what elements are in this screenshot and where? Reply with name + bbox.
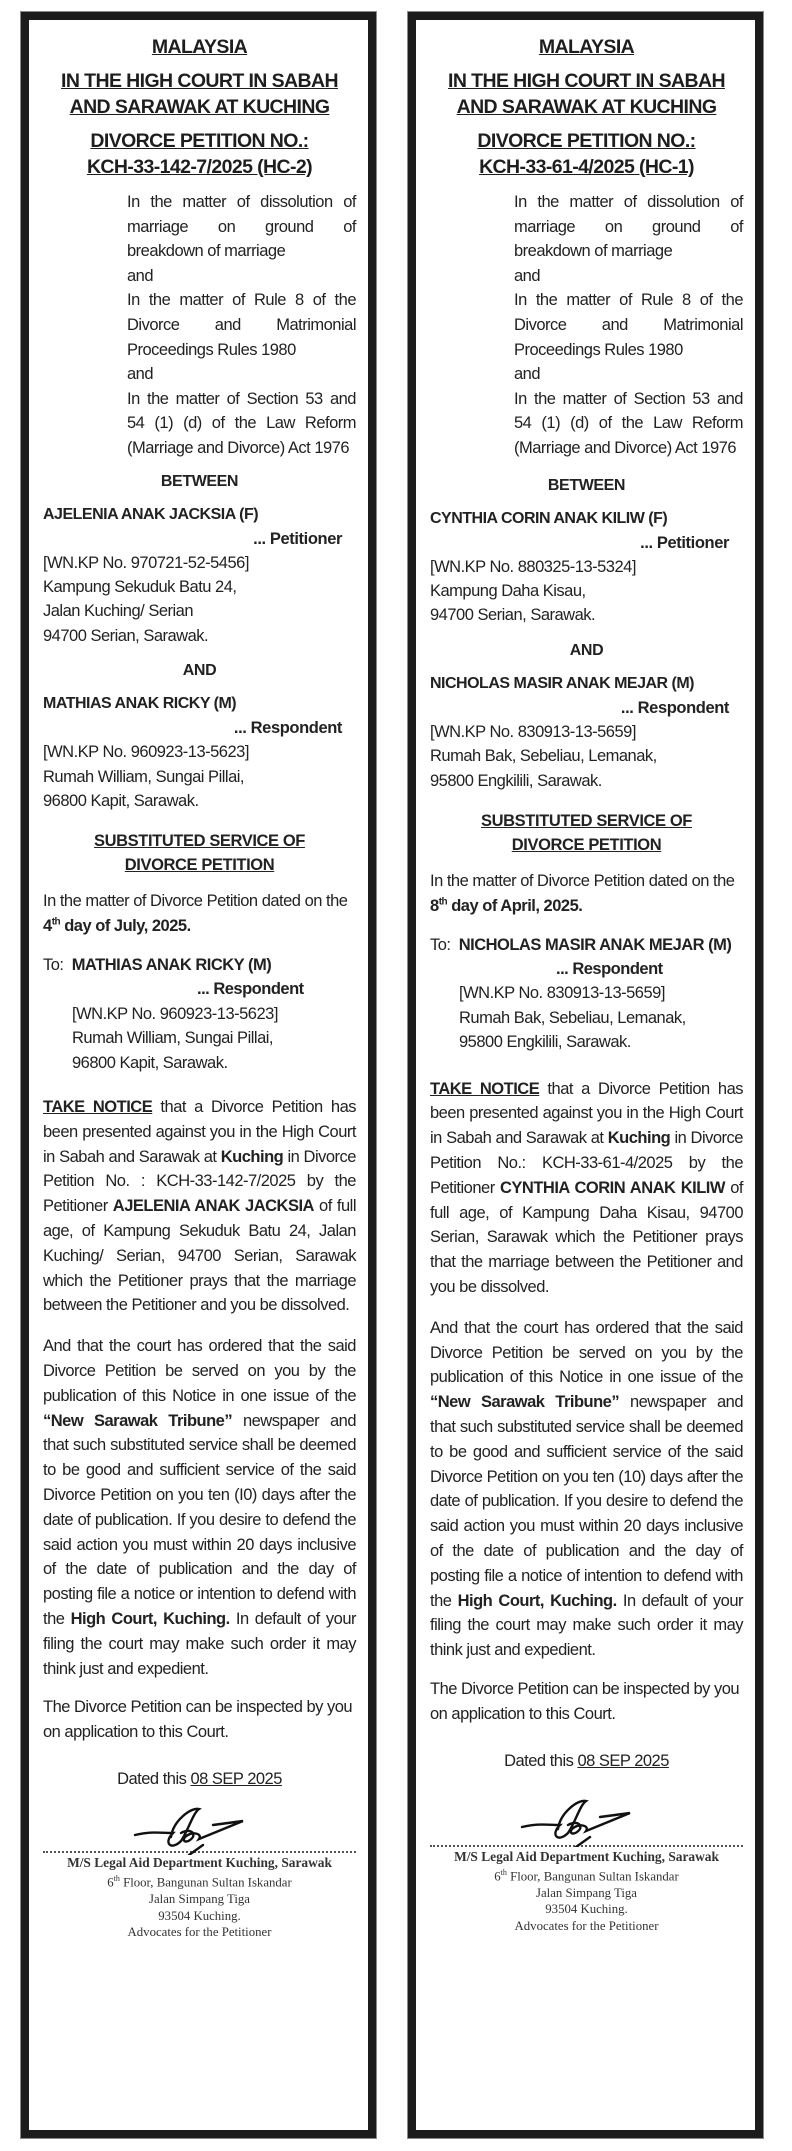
petitioner-name-inline: CYNTHIA CORIN ANAK KILIW [499,1178,725,1197]
firm-floor [430,1865,743,1885]
notice-left [21,12,376,2138]
petitioner-ic: [WN.KP No. 880325-13-5324] [430,557,636,576]
respondent-ic: [WN.KP No. 960923-13-5623] [43,743,249,762]
matter-item: In the matter of Rule 8 of the Divorce and Matrimonial Proceedings Rules 1980 [127,291,356,359]
petitioner-address [43,551,356,649]
text: In default of your filing the court may make such order it may think just and expedient. [43,1609,356,1678]
between-label: BETWEEN [160,472,239,490]
respondent-address [43,740,356,813]
matter-item: In the matter of Section 53 and 54 (1) (d) of the Law Reform (Marriage and Divorce) Act 1976 [127,389,356,457]
substituted-title-line1: SUBSTITUTED SERVICE OF [94,832,305,851]
newspaper-name: “New Sarawak Tribune” [430,1393,620,1412]
text: In the matter of Divorce Petition dated on the [43,892,348,911]
petition-number: KCH-33-142-7/2025 (HC-2) [86,156,313,178]
to-ic: [WN.KP No. 830913-13-5659] [459,984,665,1003]
firm-block [43,1855,356,1941]
matter-item: In the matter of dissolution of marriage on ground of breakdown of marriage [127,193,356,261]
bold-text: Kuching [607,1129,671,1148]
petition-day: 8 [430,896,439,915]
to-name: NICHOLAS MASIR ANAK MEJAR (M) [458,935,732,954]
respondent-name: NICHOLAS MASIR ANAK MEJAR (M) [430,674,695,692]
text: And that the court has ordered that the said Divorce Petition be served on you by the publication of this Notice in one issue of the [43,1337,356,1405]
signature-icon [133,1803,253,1855]
to-ic: [WN.KP No. 960923-13-5623] [72,1004,278,1023]
court-order-paragraph [43,1334,356,1681]
ordinal-suffix: th [438,896,448,908]
petitioner-ic: [WN.KP No. 970721-52-5456] [43,553,249,572]
text: in Divorce Petition No.: KCH-33-61-4/2025 by the Petitioner [430,1129,743,1197]
inspect-paragraph: The Divorce Petition can be inspected by you on application to this Court. [43,1698,353,1742]
to-name: MATHIAS ANAK RICKY (M) [71,955,272,974]
firm-role: Advocates for the Petitioner [514,1918,659,1933]
to-label: To: [43,955,64,974]
respondent-ic: [WN.KP No. 830913-13-5659] [430,722,636,741]
address-line: Kampung Daha Kisau, [430,581,586,600]
petition-date-paragraph [43,889,356,939]
inspect-paragraph: The Divorce Petition can be inspected by you on application to this Court. [430,1679,740,1723]
respondent-name: MATHIAS ANAK RICKY (M) [43,695,237,713]
address-line: 96800 Kapit, Sarawak. [43,791,199,810]
notice-right [408,12,763,2138]
text: And that the court has ordered that the said Divorce Petition be served on you by the publication of this Notice in one issue of the [430,1318,743,1387]
matter-conjunction: and [127,365,154,384]
petitioner-role: ... Petitioner [640,533,729,552]
respondent-address [430,720,743,793]
floor-number: 6 [107,1875,114,1890]
text: newspaper and that such substituted service shall be deemed to be good and sufficient service of the said Divorce Petition on you ten (10) days after the date of publication. If you desire to defend the said action you must within 20 days inclusive of the date of publication and the day of posting file a notice of intention to defend with the [430,1393,744,1610]
text: newspaper and that such substituted service shall be deemed to be good and sufficient service of the said Divorce Petition on you ten (I0) days after the date of publication. If you desire to defend the said action you must within 20 days inclusive of the date of publication and the day of posting file a notice or intention to defend with the [43,1411,357,1628]
firm-block [430,1849,743,1935]
firm-name: M/S Legal Aid Department Kuching, Sarawak [67,1854,332,1870]
to-address [430,981,743,1054]
address-line: 95800 Engkilili, Sarawak. [430,771,602,790]
country-heading: MALAYSIA [538,36,635,58]
firm-name: M/S Legal Aid Department Kuching, Sarawak [454,1848,719,1864]
address-line: 95800 Engkilili, Sarawak. [459,1033,631,1052]
ordinal-suffix: th [51,916,61,928]
respondent-role: ... Respondent [620,698,729,717]
dated-label: Dated this [504,1751,578,1770]
substituted-service-title [43,829,356,877]
signature-area [430,1787,743,1845]
petition-label: DIVORCE PETITION NO.: [90,130,309,152]
address-line: 96800 Kapit, Sarawak. [72,1053,228,1072]
ordinal-suffix: th [500,1868,507,1878]
to-block [430,933,743,1055]
substituted-title-line1: SUBSTITUTED SERVICE OF [481,811,692,830]
matters-block [514,190,743,461]
petition-number: KCH-33-61-4/2025 (HC-1) [479,156,694,178]
address-line: Kampung Sekuduk Batu 24, [43,577,237,596]
signature-icon [520,1795,640,1847]
matter-conjunction: and [127,266,154,285]
matter-item: In the matter of Rule 8 of the Divorce and Matrimonial Proceedings Rules 1980 [514,291,743,359]
firm-role: Advocates for the Petitioner [127,1925,272,1940]
to-role: ... Respondent [197,980,304,999]
court-name-inline: High Court, Kuching. [70,1609,230,1628]
take-notice-lead: TAKE NOTICE [43,1098,153,1116]
court-heading-line1: IN THE HIGH COURT IN SABAH [61,70,338,92]
petitioner-name: AJELENIA ANAK JACKSIA (F) [43,505,259,523]
address-line: 94700 Serian, Sarawak. [43,626,209,645]
firm-floor [43,1871,356,1891]
matter-conjunction: and [514,365,541,384]
floor-number: 6 [494,1869,501,1884]
signature-area [43,1799,356,1851]
petition-date-rest: day of April, 2025. [447,896,583,915]
address-line: Rumah Bak, Sebeliau, Lemanak, [459,1008,686,1027]
firm-city: 93504 Kuching. [545,1902,628,1917]
petition-label: DIVORCE PETITION NO.: [477,130,696,152]
dated-label: Dated this [117,1769,191,1788]
court-name-inline: High Court, Kuching. [457,1591,617,1610]
firm-street: Jalan Simpang Tiga [536,1885,637,1900]
court-order-paragraph [430,1316,743,1663]
address-line: Rumah William, Sungai Pillai, [43,767,244,786]
petitioner-name-inline: AJELENIA ANAK JACKSIA [112,1197,314,1216]
petition-date-paragraph [430,869,743,919]
matter-item: In the matter of dissolution of marriage on ground of breakdown of marriage [514,193,743,261]
court-heading-line2: AND SARAWAK AT KUCHING [69,96,330,118]
petition-day: 4 [43,917,52,936]
court-heading-line1: IN THE HIGH COURT IN SABAH [448,70,725,92]
country-heading: MALAYSIA [151,36,248,58]
text: of full age, of Kampung Sekuduk Batu 24, Jalan Kuching/ Serian, 94700 Serian, Sarawak which the Petitioner prays that the marriage between the Petitioner and you be dissolved. [43,1197,356,1315]
ordinal-suffix: th [113,1874,120,1884]
substituted-title-line2: DIVORCE PETITION [124,856,275,875]
newspaper-name: “New Sarawak Tribune” [43,1411,233,1430]
dated-value: 08 SEP 2025 [190,1769,282,1788]
petitioner-role: ... Petitioner [253,529,342,548]
address-line: Jalan Kuching/ Serian [43,602,194,621]
to-label: To: [430,935,451,954]
address-line: Rumah Bak, Sebeliau, Lemanak, [430,747,657,766]
bold-text: Kuching [220,1147,284,1166]
floor-rest: Floor, Bangunan Sultan Iskandar [119,1875,292,1890]
text: In default of your filing the court may make such order it may think just and expedient. [430,1591,743,1660]
text: that a Divorce Petition has been presented against you in the High Court in Sabah and Sarawak at [430,1079,743,1148]
and-label: AND [569,641,604,659]
firm-city: 93504 Kuching. [158,1908,241,1923]
petition-date-rest: day of July, 2025. [60,917,191,936]
floor-rest: Floor, Bangunan Sultan Iskandar [506,1869,679,1884]
and-label: AND [182,662,217,680]
address-line: Rumah William, Sungai Pillai, [72,1029,273,1048]
petitioner-address [430,555,743,628]
petitioner-name: CYNTHIA CORIN ANAK KILIW (F) [430,509,668,527]
matter-conjunction: and [514,266,541,285]
take-notice-lead: TAKE NOTICE [430,1079,540,1098]
matters-block [127,190,356,461]
dated-value: 08 SEP 2025 [577,1751,669,1770]
address-line: 94700 Serian, Sarawak. [430,606,596,625]
dated-line [43,1767,356,1791]
court-heading-line2: AND SARAWAK AT KUCHING [456,96,717,118]
matter-item: In the matter of Section 53 and 54 (1) (d) of the Law Reform (Marriage and Divorce) Act 1976 [514,389,743,457]
text: of full age, of Kampung Daha Kisau, 94700 Serian, Sarawak which the Petitioner prays that the marriage between the Petitioner and you be dissolved. [430,1178,743,1296]
firm-street: Jalan Simpang Tiga [149,1892,250,1907]
take-notice-paragraph [430,1077,743,1300]
to-role: ... Respondent [556,959,663,978]
take-notice-paragraph [43,1095,356,1318]
text: that a Divorce Petition has been presented against you in the High Court in Sabah and Sarawak at [43,1098,356,1166]
substituted-service-title [430,809,743,857]
text: in Divorce Petition No. : KCH-33-142-7/2025 by the Petitioner [43,1147,356,1216]
respondent-role: ... Respondent [233,719,342,738]
to-block [43,953,356,1075]
to-address [43,1002,356,1075]
substituted-title-line2: DIVORCE PETITION [511,835,662,854]
dated-line [430,1749,743,1773]
between-label: BETWEEN [547,476,626,494]
text: In the matter of Divorce Petition dated on the [430,871,735,890]
